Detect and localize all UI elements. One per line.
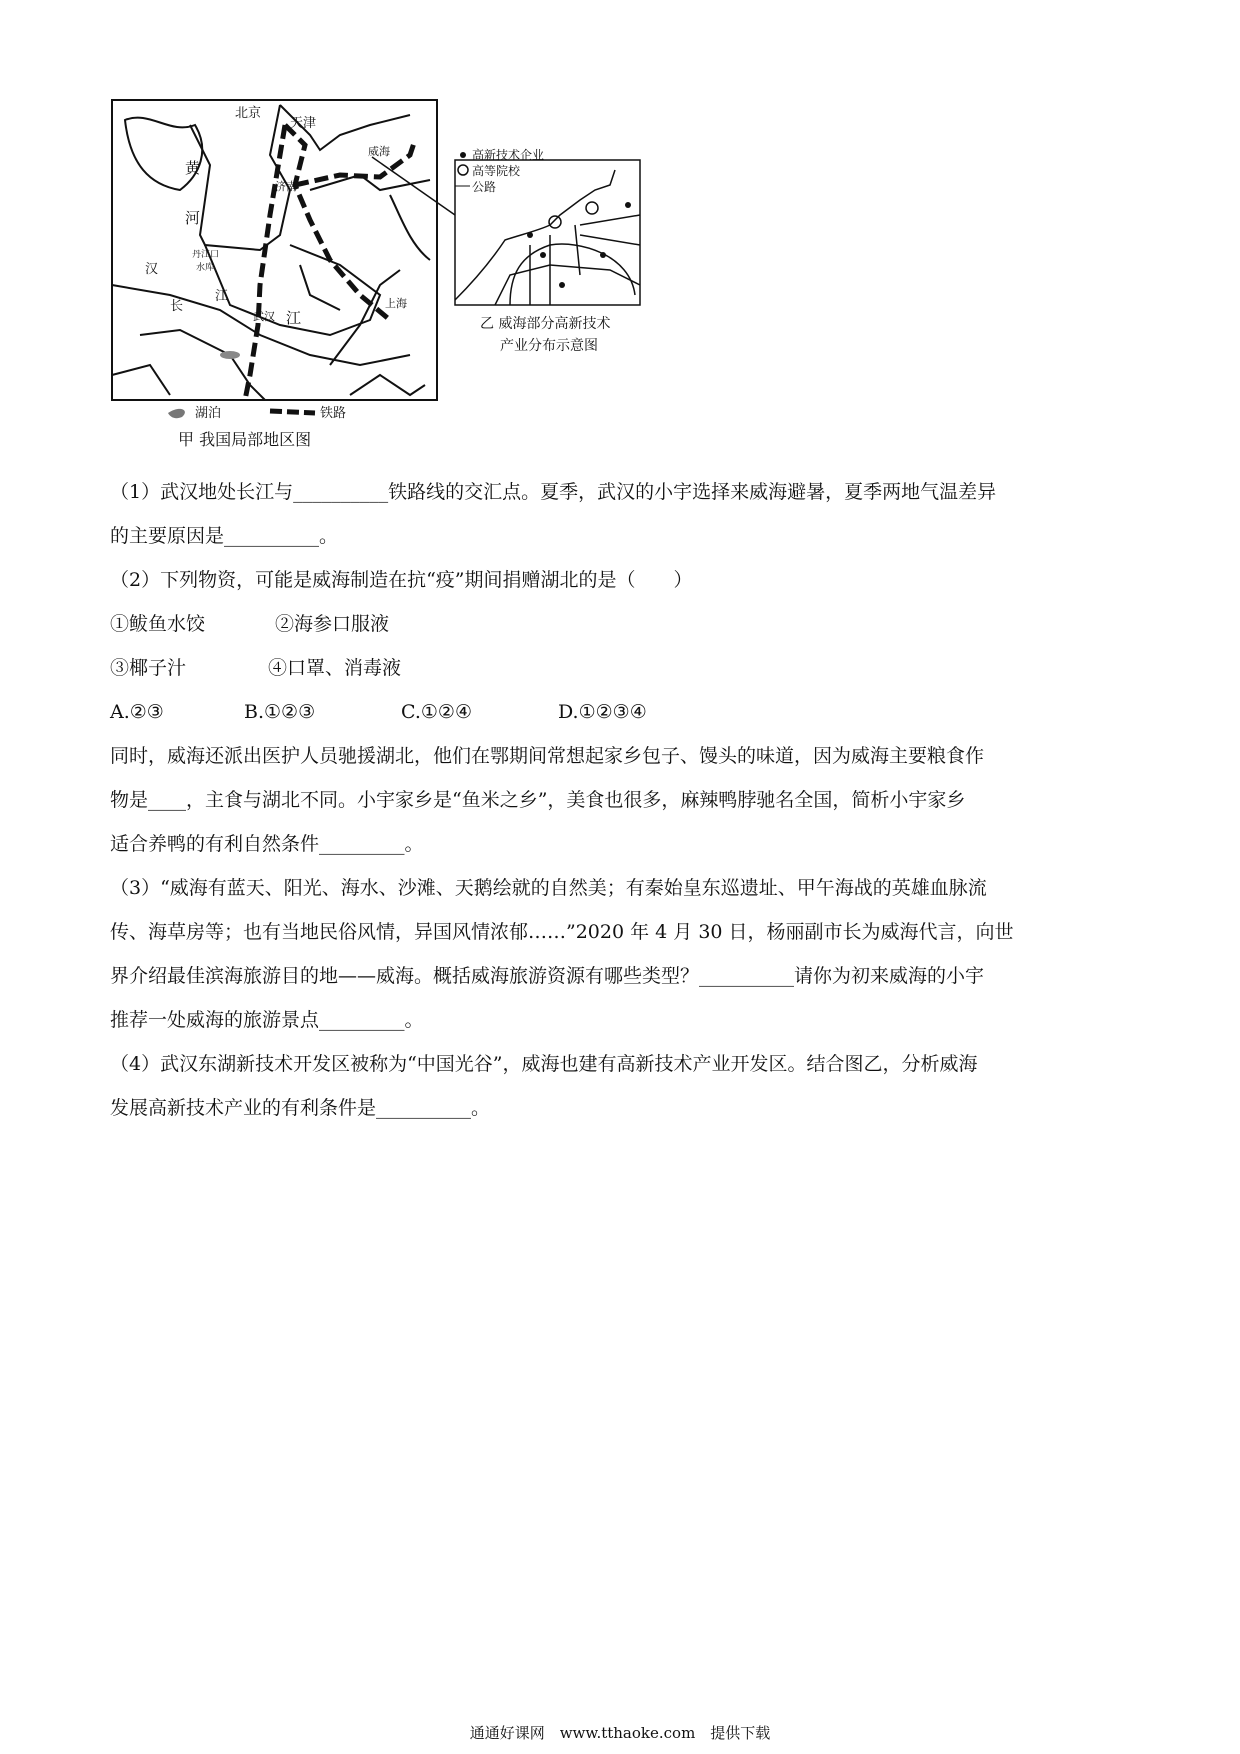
option-a: A.②③ [110,701,164,723]
q2-items-row2 [110,646,1015,690]
q2-items-row1 [110,602,1015,646]
q2b-line: 同时，威海还派出医护人员驰援湖北，他们在鄂期间常想起家乡包子、馒头的味道，因为威海主要粮食作 [110,745,985,767]
label-shanghai: 上海 [385,297,407,310]
label-wuhan: 武汉 [253,310,275,323]
q2-item: ④口罩、消毒液 [268,657,402,679]
lake-legend-icon [168,409,185,418]
q3-line: （3）“威海有蓝天、阳光、海水、沙滩、天鹅绘就的自然美；有秦始皇东巡遗址、甲午海战的英雄血脉流 [110,877,987,899]
map-b-caption-2: 产业分布示意图 [500,338,598,354]
q4-line: 发展高新技术产业的有利条件是__________。 [110,1097,491,1119]
lake-icon [220,351,240,359]
figure-maps [110,95,730,465]
label-danjiangkou: 丹江口 [192,250,220,260]
q2b-line: 物是____，主食与湖北不同。小宇家乡是“鱼米之乡”，美食也很多，麻辣鸭脖驰名全国，简析小宇家乡 [110,789,966,811]
label-he: 河 [185,209,201,227]
q2-item: ①鲅鱼水饺 [110,613,206,635]
label-tianjin: 天津 [290,116,317,131]
connector-line [372,157,455,215]
label-jiang1: 江 [215,289,229,304]
option-b: B.①②③ [244,701,316,723]
q4-line: （4）武汉东湖新技术开发区被称为“中国光谷”，威海也建有高新技术产业开发区。结合图乙，分析威海 [110,1053,978,1075]
q2b-line: 适合养鸭的有利自然条件_________。 [110,833,424,855]
footer: 通通好课网 www.tthaoke.com 提供下载 [469,1724,771,1742]
option-d: D.①②③④ [558,701,647,723]
q2-options [110,690,1015,734]
legend-road: 公路 [472,180,497,194]
map-a-caption: 甲 我国局部地区图 [178,430,312,449]
q3-line: 传、海草房等；也有当地民俗风情，异国风情浓郁……”2020 年 4 月 30 日，杨丽副市长为威海代言，向世 [110,921,1014,943]
label-jiang2: 江 [286,309,302,327]
legend-enterprise: 高新技术企业 [472,148,545,162]
q1-line: （1）武汉地处长江与__________铁路线的交汇点。夏季，武汉的小宇选择来威海避暑，夏季两地气温差异 [110,481,997,503]
label-huang: 黄 [185,159,201,177]
legend-rail: 铁路 [320,406,347,421]
q2-item: ③椰子汁 [110,657,187,679]
label-chang: 长 [170,299,184,314]
option-c: C.①②④ [401,701,472,723]
rail-legend-icon [270,411,315,413]
q3-line: 推荐一处威海的旅游景点_________。 [110,1009,424,1031]
label-beijing: 北京 [235,106,262,121]
q2-item: ②海参口服液 [275,613,390,635]
legend-lake: 湖泊 [195,406,222,421]
q3-line: 界介绍最佳滨海旅游目的地——威海。概括威海旅游资源有哪些类型？__________请你为初来威海的小宇 [110,965,985,987]
label-han: 汉 [145,262,159,277]
q2-stem: （2）下列物资，可能是威海制造在抗“疫”期间捐赠湖北的是（ ） [110,569,693,591]
q1-line: 的主要原因是__________。 [110,525,339,547]
label-weihai: 威海 [368,145,390,158]
legend-college: 高等院校 [472,164,521,178]
label-jinan: 济南 [275,180,297,193]
map-b-caption-1: 乙 威海部分高新技术 [480,316,611,332]
question-1 [110,470,1015,1130]
label-reservoir: 水库 [196,263,215,273]
